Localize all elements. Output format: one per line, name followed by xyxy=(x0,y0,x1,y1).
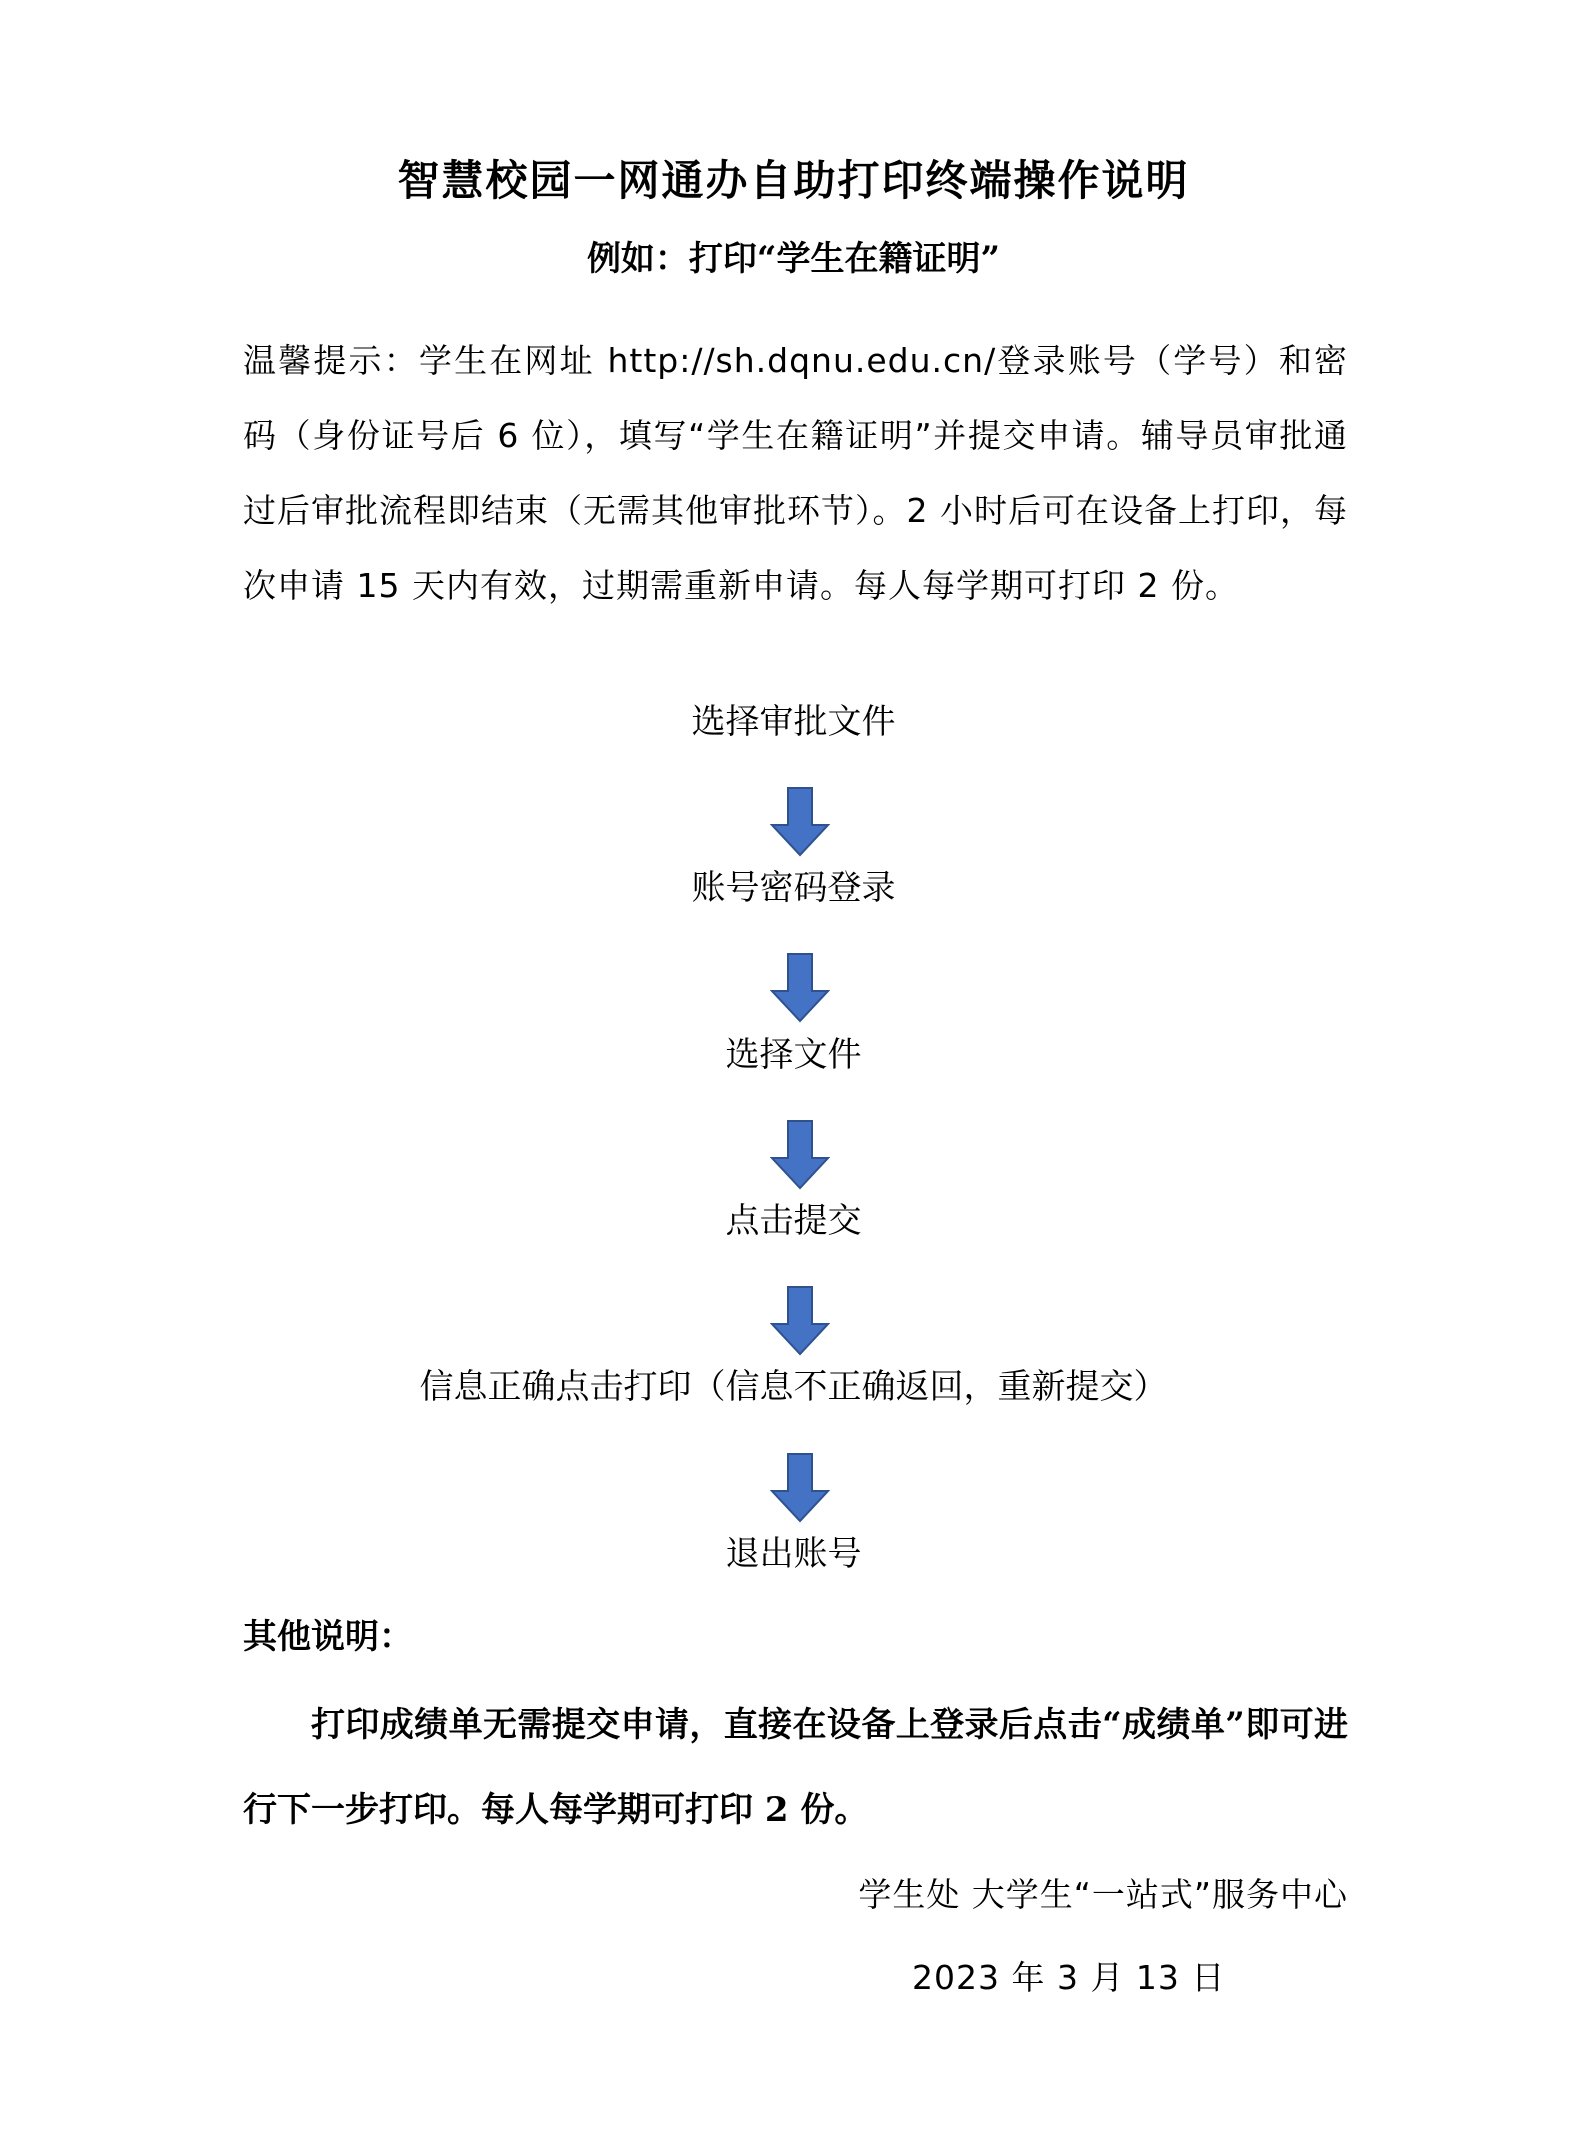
flow-step-select-file: 选择文件 xyxy=(725,1035,862,1075)
down-arrow-icon xyxy=(770,953,830,1023)
flow-step-select-approval-file: 选择审批文件 xyxy=(691,702,896,742)
flow-step-logout: 退出账号 xyxy=(725,1534,862,1574)
document-subtitle: 例如：打印“学生在籍证明” xyxy=(586,239,1001,279)
notice-paragraph: 温馨提示：学生在网址 http://sh.dqnu.edu.cn/登录账号（学号）和密码（身份证号后 6 位），填写“学生在籍证明”并提交申请。辅导员审批通过后审批流程即结束（无需其他审批环节）。2 小时后可在设备上打印，每次申请 15 天内有效，过期需重新申请。每人每学期可打印 2 份。 xyxy=(243,341,1348,605)
flow-step-account-login: 账号密码登录 xyxy=(691,868,896,908)
other-notes-body: 打印成绩单无需提交申请，直接在设备上登录后点击“成绩单”即可进行下一步打印。每人每学期可打印 2 份。 xyxy=(243,1705,1348,1830)
down-arrow-icon xyxy=(770,1453,830,1523)
flow-step-click-submit: 点击提交 xyxy=(725,1201,862,1241)
flow-step-click-print: 信息正确点击打印（信息不正确返回，重新提交） xyxy=(419,1367,1168,1407)
down-arrow-icon xyxy=(770,1120,830,1190)
down-arrow-icon xyxy=(770,787,830,857)
issuer-signature: 学生处 大学生“一站式”服务中心 xyxy=(858,1875,1348,1914)
issue-date: 2023 年 3 月 13 日 xyxy=(912,1958,1226,1997)
other-notes-title: 其他说明： xyxy=(243,1617,413,1657)
down-arrow-icon xyxy=(770,1286,830,1356)
document-title: 智慧校园一网通办自助打印终端操作说明 xyxy=(397,156,1190,205)
